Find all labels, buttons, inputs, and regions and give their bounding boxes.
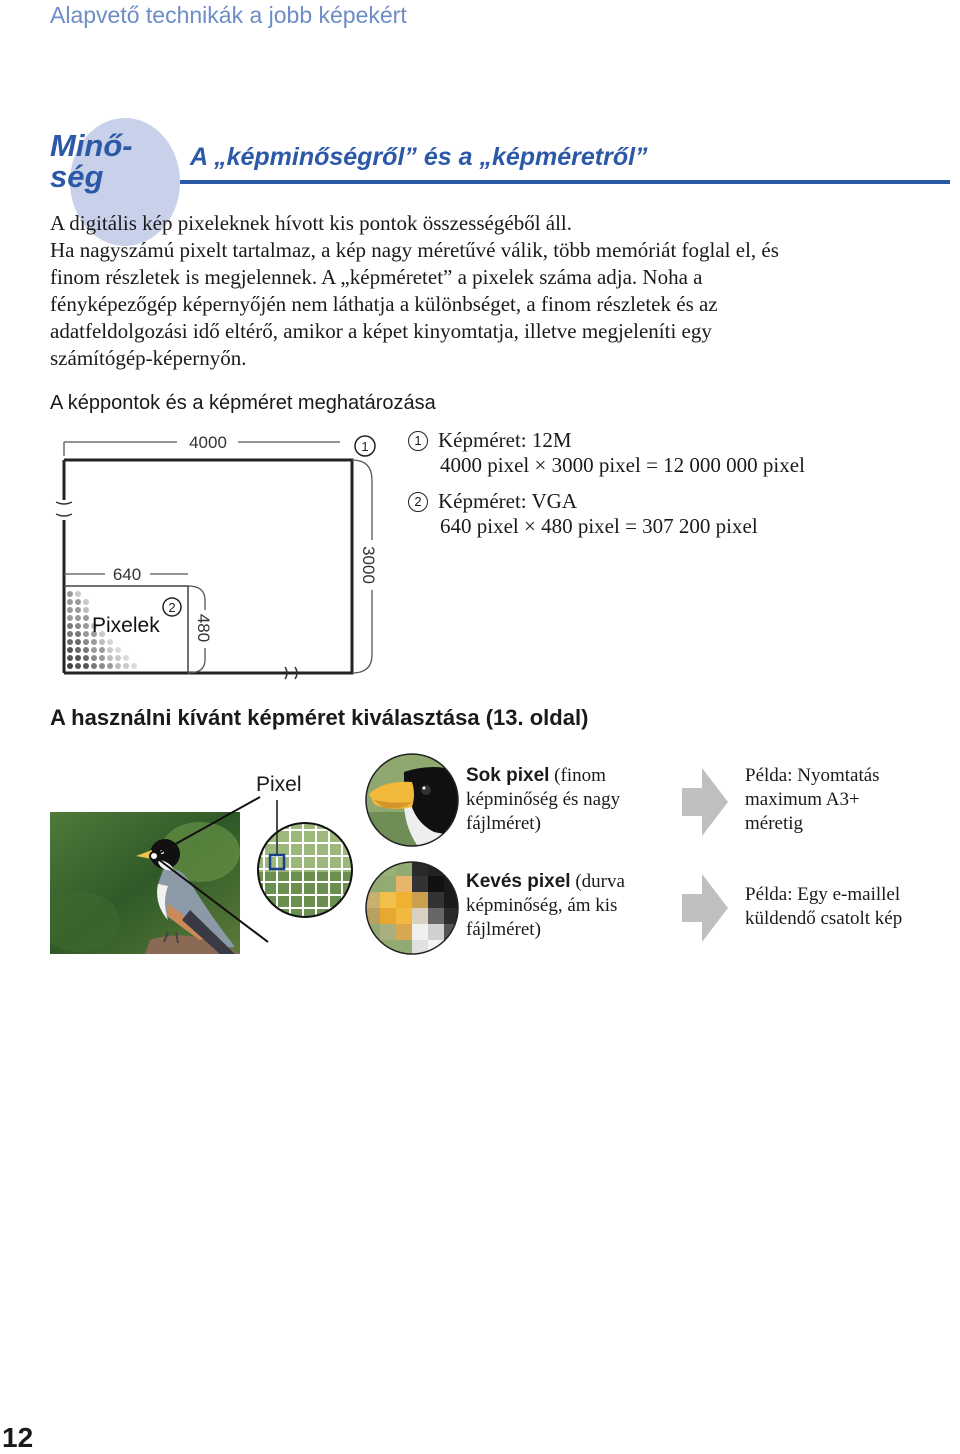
many-pixels-text: (finom <box>549 765 606 786</box>
many-pixels-description <box>466 764 620 836</box>
section-title: A „képminőségről” és a „képméretről” <box>190 143 648 171</box>
high-res-bird-crop <box>364 752 460 848</box>
width-small-label: 640 <box>112 565 142 584</box>
marker-2-label: 2 <box>168 600 176 615</box>
zoom-line-top <box>154 797 260 856</box>
intro-line: számítógép-képernyőn. <box>50 346 247 370</box>
section-tag-line1: Minő- <box>50 128 133 163</box>
marker-1-label: 1 <box>361 439 369 454</box>
legend-marker: 1 <box>408 431 428 451</box>
selection-heading: A használni kívánt képméret kiválasztása (13. oldal) <box>50 705 589 730</box>
pixel-label: Pixel <box>256 773 302 796</box>
few-pixels-text: (durva <box>570 871 625 892</box>
legend-calc: 640 pixel × 480 pixel = 307 200 pixel <box>440 514 758 538</box>
legend-calc: 4000 pixel × 3000 pixel = 12 000 000 pixel <box>440 453 805 477</box>
pixel-zoom-graphic <box>140 792 370 962</box>
page-number: 12 <box>2 1422 34 1453</box>
few-pixels-line3: fájlméret) <box>466 919 541 940</box>
zoom-line-bottom <box>154 856 268 942</box>
height-large-label: 3000 <box>359 546 378 584</box>
many-pixels-line3: fájlméret) <box>466 813 541 834</box>
pixel-size-diagram <box>0 420 400 690</box>
example-email-line2: küldendő csatolt kép <box>745 908 903 929</box>
legend-size: Képméret: VGA <box>438 489 577 513</box>
height-small-label: 480 <box>194 613 213 643</box>
few-pixels-line2: képminőség, ám kis <box>466 895 618 916</box>
legend-item-2 <box>408 489 758 539</box>
section-tag-line2: ség <box>50 159 104 194</box>
intro-line: A digitális kép pixeleknek hívott kis pontok összességéből áll. <box>50 211 573 235</box>
intro-line: fényképezőgép képernyőjén nem láthatja a különbséget, a finom részletek és az <box>50 292 718 316</box>
width-large-label: 4000 <box>189 433 227 452</box>
intro-line: finom részletek is megjelennek. A „képméretet” a pixelek száma adja. Noha a <box>50 265 703 289</box>
pixels-label: Pixelek <box>92 614 160 637</box>
running-header: Alapvető technikák a jobb képekért <box>50 2 407 28</box>
diagram-heading: A képpontok és a képméret meghatározása <box>50 392 436 414</box>
example-print-line3: méretig <box>745 813 804 834</box>
arrow-right-icon <box>682 874 730 942</box>
legend-item-1 <box>408 428 805 478</box>
low-res-bird-crop <box>364 860 460 956</box>
legend-marker: 2 <box>408 492 428 512</box>
few-pixels-bold: Kevés pixel <box>466 871 571 892</box>
break-mark-left <box>56 502 72 516</box>
example-print-line1: Példa: Nyomtatás <box>745 765 880 786</box>
arrow-right-icon <box>682 768 730 836</box>
example-email-line1: Példa: Egy e-maillel <box>745 884 901 905</box>
many-pixels-bold: Sok pixel <box>466 765 550 786</box>
title-rule <box>180 180 950 184</box>
intro-line: adatfeldolgozási idő eltérő, amikor a képet kinyomtatja, illetve megjeleníti egy <box>50 319 712 343</box>
intro-line: Ha nagyszámú pixelt tartalmaz, a kép nagy méretűvé válik, több memóriát foglal el, és <box>50 238 779 262</box>
many-pixels-line2: képminőség és nagy <box>466 789 621 810</box>
few-pixels-description <box>466 870 625 942</box>
example-print <box>745 764 880 836</box>
example-print-line2: maximum A3+ <box>745 789 860 810</box>
legend-size: Képméret: 12M <box>438 428 572 452</box>
pixel-grid-circle <box>250 817 360 927</box>
intro-paragraph <box>50 210 955 372</box>
section-tag <box>50 130 133 192</box>
example-email <box>745 883 902 931</box>
